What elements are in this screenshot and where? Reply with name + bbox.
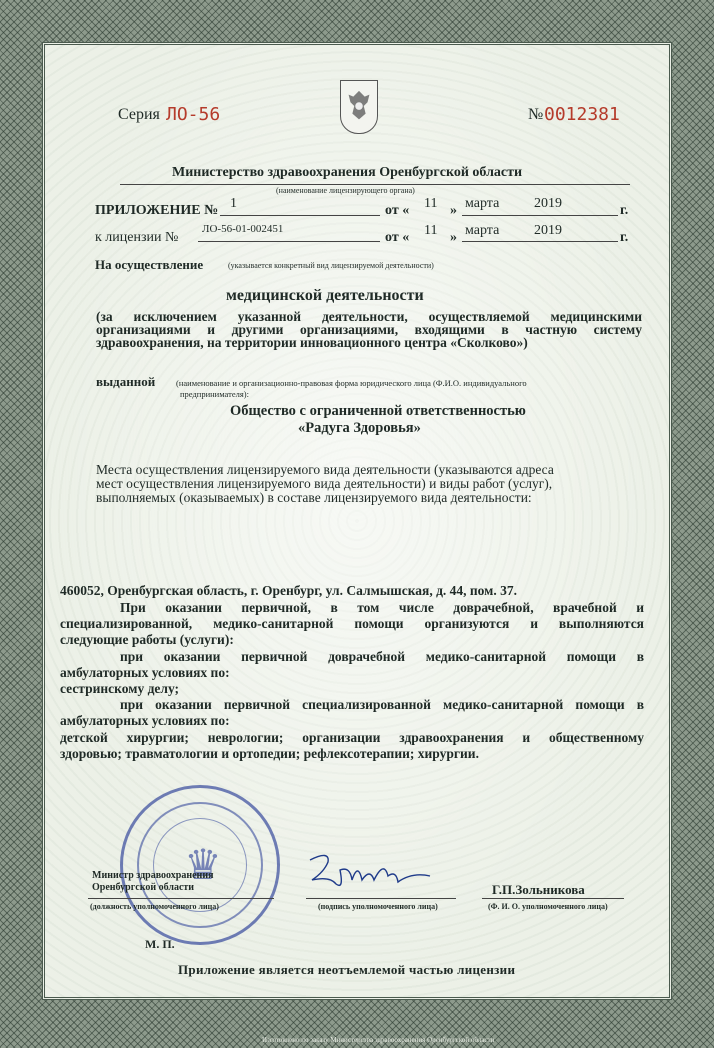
ministry-caption: (наименование лицензирующего органа) bbox=[276, 186, 415, 195]
appendix-month: марта bbox=[465, 196, 500, 211]
services-line: амбулаторных условиях по: bbox=[60, 713, 230, 729]
org-line-2: «Радуга Здоровья» bbox=[298, 420, 421, 436]
services-line: следующие работы (услуги): bbox=[60, 632, 234, 648]
address-line: 460052, Оренбургская область, г. Оренбург, ул. Салмышская, д. 44, пом. 37. bbox=[60, 583, 517, 598]
coat-of-arms-icon bbox=[340, 80, 378, 134]
activity-desc-line-1: (за исключением указанной деятельности, осуществляемой медицинскими bbox=[96, 309, 642, 324]
official-stamp bbox=[120, 785, 280, 945]
services-line: при оказании первичной доврачебной медико-санитарной помощи в bbox=[120, 648, 644, 664]
appendix-day: 11 bbox=[424, 196, 438, 211]
license-number: ЛО-56-01-002451 bbox=[202, 223, 284, 235]
signature-caption: (подпись уполномоченного лица) bbox=[318, 902, 438, 911]
series-label: Серия bbox=[118, 106, 160, 123]
signer-position-line-1: Министр здравоохранения bbox=[92, 870, 214, 881]
name-caption: (Ф. И. О. уполномоченного лица) bbox=[488, 902, 608, 911]
license-month: марта bbox=[465, 223, 500, 238]
footer-note: Приложение является неотъемлемой частью лицензии bbox=[178, 962, 516, 977]
issued-label: выданной bbox=[96, 374, 156, 389]
printer-note: Изготовлено по заказу Министерства здравоохранения Оренбургской области bbox=[262, 1036, 495, 1044]
services-line: сестринскому делу; bbox=[60, 681, 180, 696]
activity-desc-line-2: организациями и другими организациями, входящими в частную систему bbox=[96, 322, 642, 337]
services-line: здоровью; травматологии и ортопедии; рефлексотерапии; хирургии. bbox=[60, 745, 479, 761]
appendix-year: 2019 bbox=[534, 196, 562, 211]
places-line-1: Места осуществления лицензируемого вида деятельности (указываются адреса bbox=[96, 462, 554, 477]
license-day: 11 bbox=[424, 223, 438, 238]
appendix-g: г. bbox=[620, 203, 629, 218]
number-value: 0012381 bbox=[544, 104, 620, 125]
org-line-1: Общество с ограниченной ответственностью bbox=[230, 403, 526, 419]
activity-caption: (указывается конкретный вид лицензируемой деятельности) bbox=[228, 261, 434, 270]
activity-label: На осуществление bbox=[95, 257, 204, 272]
services-line: специализированной, медико-санитарной помощи организуются и выполняются bbox=[60, 616, 644, 632]
services-line: детской хирургии; неврологии; организации здравоохранения и общественному bbox=[60, 729, 644, 745]
services-line: амбулаторных условиях по: bbox=[60, 664, 230, 680]
stamp-eagle-icon: ♛ bbox=[184, 843, 222, 889]
activity-title: медицинской деятельности bbox=[226, 287, 424, 304]
position-caption: (должность уполномоченного лица) bbox=[90, 902, 219, 911]
appendix-number: 1 bbox=[230, 196, 237, 211]
appendix-label: ПРИЛОЖЕНИЕ № bbox=[95, 203, 219, 218]
series-value: ЛО-56 bbox=[166, 104, 221, 125]
issued-caption-1: (наименование и организационно-правовая форма юридического лица (Ф.И.О. индивидуального bbox=[176, 378, 527, 388]
services-line: при оказании первичной специализированной медико-санитарной помощи в bbox=[120, 697, 644, 713]
places-line-3: выполняемых (оказываемых) в составе лицензируемого вида деятельности: bbox=[96, 490, 532, 505]
appendix-close: » bbox=[450, 203, 457, 218]
ministry-name: Министерство здравоохранения Оренбургской области bbox=[172, 165, 523, 180]
license-year: 2019 bbox=[534, 223, 562, 238]
license-close: » bbox=[450, 230, 457, 245]
services-line: При оказании первичной, в том числе доврачебной, врачебной и bbox=[120, 600, 644, 615]
number-sign: № bbox=[528, 106, 544, 123]
signer-name: Г.П.Зольникова bbox=[492, 882, 585, 897]
activity-desc-line-3: здравоохранения, на территории инновационного центра «Сколково») bbox=[96, 335, 528, 350]
appendix-from: от « bbox=[385, 203, 410, 218]
signer-position-line-2: Оренбургской области bbox=[92, 882, 195, 893]
handwritten-signature bbox=[300, 850, 440, 900]
seal-place-label: М. П. bbox=[145, 937, 175, 951]
license-from: от « bbox=[385, 230, 410, 245]
places-line-2: мест осуществления лицензируемого вида деятельности) и виды работ (услуг), bbox=[96, 476, 553, 491]
license-label: к лицензии № bbox=[95, 230, 179, 245]
license-g: г. bbox=[620, 230, 629, 245]
issued-caption-2: предпринимателя): bbox=[180, 389, 249, 399]
